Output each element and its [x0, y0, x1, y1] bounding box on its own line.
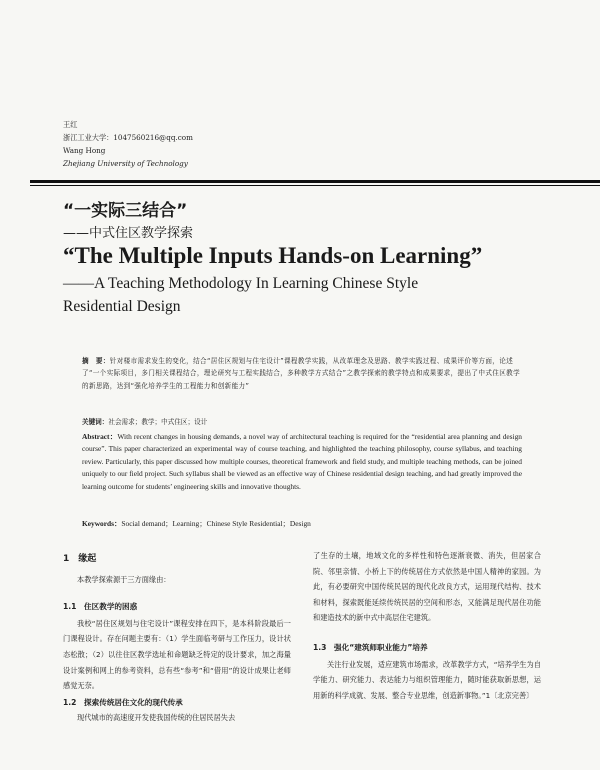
- section-1-1-body: 我校“居住区规划与住宅设计”课程安排在四下，是本科阶段最后一门课程设计。存在问题主要有：（1）学生面临考研与工作压力，设计状态松散；（2）以往住区教学选址和命题缺乏特定的设计要求，加之海量设计案例和网上的参考资料，总有些“参考”和“借用”的设计成果让老师感觉无奈。: [63, 618, 291, 691]
- author-name-zh: 王红: [63, 120, 78, 129]
- abstract-en-label: Abstract：: [82, 432, 118, 441]
- keywords-en-label: Keywords：: [82, 519, 122, 528]
- title-zh-sub: ——中式住区教学探索: [63, 226, 194, 241]
- keywords-en: [82, 518, 522, 531]
- section-1-2-continued: 了生存的土壤，地域文化的多样性和特色逐渐衰微、消失，但居家合院、邻里亲情、小桥上下的传统居住方式依然是中国人精神的家园。为此，有必要研究中国传统民居的现代化改良方式，运用现代结构、技术和材料，探索既能延续传统民居的空间和形态，又能满足现代居住功能和建造技术的新中式中高层住宅建筑。: [313, 551, 541, 623]
- abstract-en-text: With recent changes in housing demands, a novel way of architectural teaching is required for the “residential area planning and design course”. This paper characterized an experimental way of course teaching, and highlighted the teaching philosophy, course syllabus, and teaching review. Particularly, this paper discussed how multiple courses, theoretical framework and field study, and multiple teaching methods, can be joined uniquely to our field project. Such syllabus shall be viewed as an effective way of Chinese residential design teaching, and had greatly improved the learning outcome for students’ engineering skills and innovative thoughts.: [82, 432, 522, 491]
- title-en-sub-line1: ——A Teaching Methodology In Learning Chinese Style: [63, 275, 419, 292]
- title-zh-main: “一实际三结合”: [63, 201, 188, 221]
- author-name-en: Wang Hong: [63, 146, 106, 155]
- title-en-sub: [63, 272, 483, 318]
- section-1-2-body: 现代城市的高速度开发使我国传统的住居民居失去: [77, 713, 236, 723]
- keywords-en-text: Social demand；Learning；Chinese Style Residential；Design: [121, 519, 311, 528]
- keywords-zh-text: 社会需求；教学；中式住区；设计: [108, 418, 208, 426]
- title-en-main: “The Multiple Inputs Hands-on Learning”: [63, 243, 483, 268]
- section-1-3-body: 关注行业发展，适应建筑市场需求，改革教学方式，“培养学生为自学能力、研究能力、表达能力与组织管理能力，随时能获取新思想，运用新的科学成就、发展、整合专业思维，创造新事物。”1〔北京完善〕: [313, 659, 541, 700]
- title-en-sub-line2: Residential Design: [63, 298, 181, 315]
- abstract-zh-text: 针对楼市需求发生的变化，结合“居住区规划与住宅设计”课程教学实践，从改革理念及思路、教学实践过程、成果评价等方面，论述了“一个实际项目，多门相关课程结合，理论研究与工程实践结合，多种教学方式结合”之教学探索的教学特点和成果要求，提出了中式住区教学的新思路，达到“强化培养学生的工程能力和创新能力”: [82, 357, 521, 390]
- abstract-zh: [82, 355, 522, 392]
- section-1-1-heading: 1.1 住区教学的困惑: [63, 602, 138, 612]
- section-1-3-heading: 1.3 强化“建筑师职业能力”培养: [313, 642, 428, 652]
- header-rule-thin: [30, 185, 600, 186]
- section-1-heading: 1 缘起: [63, 554, 97, 564]
- keywords-zh: [82, 416, 522, 429]
- abstract-zh-label: 摘 要：: [82, 357, 110, 365]
- keywords-zh-label: 关键词：: [82, 418, 109, 426]
- left-column: [63, 552, 291, 726]
- right-column: [313, 548, 541, 703]
- section-1-2-heading: 1.2 探索传统居住文化的现代传承: [63, 697, 183, 707]
- section-1-intro: 本教学探索源于三方面缘由：: [77, 574, 171, 584]
- abstract-en: [82, 431, 522, 493]
- header-rule-thick: [30, 180, 600, 183]
- author-affiliation-zh: 浙江工业大学：1047560216@qq.com: [63, 133, 193, 142]
- author-affiliation-en: Zhejiang University of Technology: [63, 159, 188, 168]
